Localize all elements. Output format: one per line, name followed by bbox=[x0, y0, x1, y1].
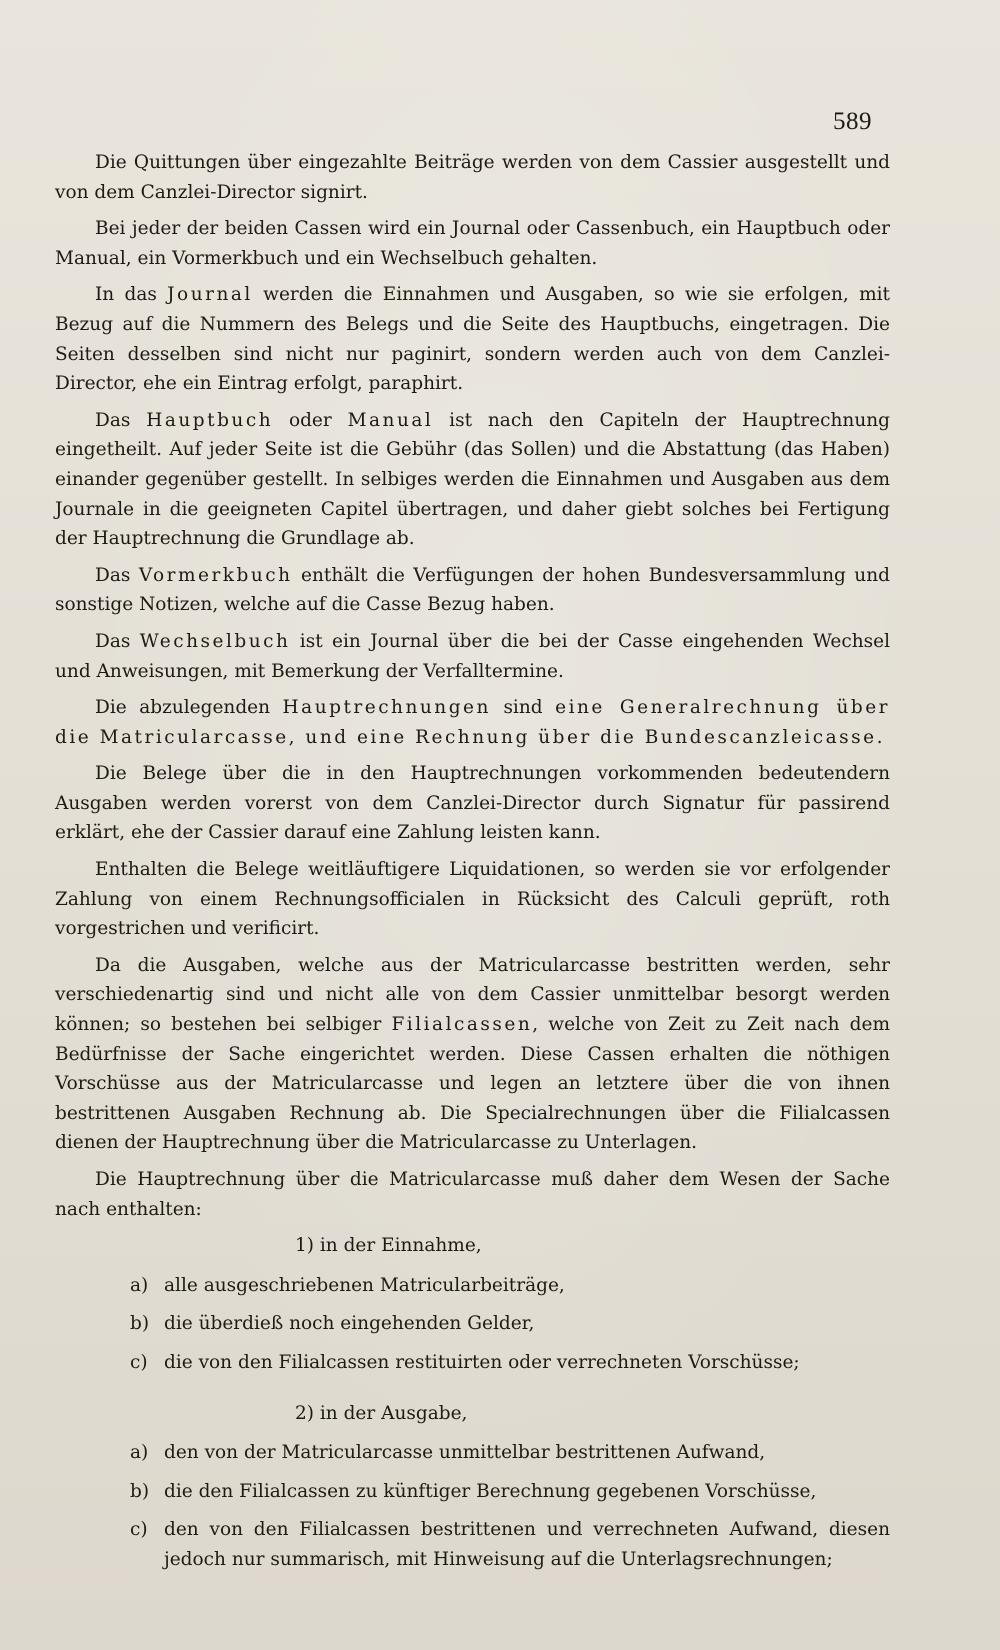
paragraph-belege: Die Belege über die in den Hauptrechnungen vorkommenden bedeutendern Ausgaben werden vorerst von dem Canzlei-Director durch Signatur für passirend erklärt, ehe der Cassier darauf eine Zahlung leisten kann. bbox=[55, 763, 890, 844]
spaced-term-wechselbuch: Wechselbuch bbox=[139, 630, 291, 652]
spaced-term-manual: Manual bbox=[347, 409, 434, 431]
list-item bbox=[55, 1515, 890, 1574]
spaced-term-filialcassen: Filialcassen bbox=[391, 1014, 533, 1036]
paragraph-text: enthält die Verfügungen der hohen Bundesversammlung und sonstige Notizen, welche auf die Casse Bezug haben. bbox=[55, 564, 890, 616]
page-number: 589 bbox=[833, 108, 872, 135]
list-item-text: die überdieß noch eingehenden Gelder, bbox=[164, 1313, 535, 1335]
paragraph-filialcassen bbox=[55, 951, 890, 1158]
paragraph-text: ist nach den Capiteln der Hauptrechnung eingetheilt. Auf jeder Seite ist die Gebühr (das Sollen) und die Abstattung (das Haben) einander gegenüber gestellt. In selbiges werden die Einnahmen und Ausgaben aus dem Journale in die geeigneten Capitel übertragen, und daher giebt solches bei Fertigung der Hauptrechnung die Grundlage ab. bbox=[55, 409, 890, 550]
paragraph-text: . bbox=[876, 726, 883, 748]
list-item-text: alle ausgeschriebenen Matricularbeiträge, bbox=[164, 1274, 565, 1296]
list-heading: 1) in der Einnahme, bbox=[295, 1235, 482, 1257]
paragraph-hauptbuch bbox=[55, 406, 890, 554]
paragraph-journal bbox=[55, 280, 890, 398]
paragraph-text: werden die Einnahmen und Ausgaben, so wie sie erfolgen, mit Bezug auf die Nummern des Belegs und die Seite des Hauptbuchs, eingetragen. Die Seiten desselben sind nicht nur paginirt, sondern werden auch von dem Canzlei-Director, ehe ein Eintrag erfolgt, paraphirt. bbox=[55, 284, 890, 395]
paragraph-liquidationen: Enthalten die Belege weitläuftigere Liquidationen, so werden sie vor erfolgender Zahlung von einem Rechnungsofficialen in Rücksicht des Calculi geprüft, roth vorgestrichen und verificirt. bbox=[55, 859, 890, 940]
page-body bbox=[55, 148, 890, 1584]
list-item bbox=[55, 1348, 890, 1378]
list-spacer bbox=[55, 1387, 890, 1395]
paragraph-hauptrechnung-inhalt: Die Hauptrechnung über die Matricularcasse muß daher dem Wesen der Sache nach enthalten: bbox=[55, 1169, 890, 1220]
list-item-text: die den Filialcassen zu künftiger Berechnung gegebenen Vorschüsse, bbox=[164, 1480, 817, 1502]
spaced-term-rechnungen: eine Generalrechnung über die Matricularcasse, und eine Rechnung über die Bundescanzleicasse bbox=[55, 697, 890, 748]
paragraph-text: oder bbox=[273, 409, 348, 431]
list-item bbox=[55, 1309, 890, 1339]
list-item-letter: c) bbox=[130, 1351, 148, 1373]
paragraph-text: Das bbox=[95, 630, 140, 652]
paragraph-text: Das bbox=[95, 564, 139, 586]
spaced-term-journal: Journal bbox=[167, 284, 253, 306]
paragraph-text: Das bbox=[95, 409, 147, 431]
paragraph-quittungen: Die Quittungen über eingezahlte Beiträge werden von dem Cassier ausgestellt und von dem Canzlei-Director signirt. bbox=[55, 152, 890, 203]
spaced-term-hauptrechnungen: Hauptrechnungen bbox=[282, 697, 491, 719]
list-item bbox=[55, 1271, 890, 1301]
list-item bbox=[55, 1438, 890, 1468]
spaced-term-hauptbuch: Hauptbuch bbox=[146, 409, 274, 431]
list-item-letter: c) bbox=[130, 1519, 148, 1541]
paragraph-text: , welche von Zeit zu Zeit nach dem Bedürfnisse der Sache eingerichtet werden. Diese Cassen erhalten die nöthigen Vorschüsse aus der Matricularcasse und legen an letztere über die von ihnen bestrittenen Ausgaben Rechnung ab. Die Specialrechnungen über die Filialcassen dienen der Hauptrechnung über die Matricularcasse zu Unterlagen. bbox=[55, 1014, 890, 1154]
list-item bbox=[55, 1477, 890, 1507]
list-einnahme bbox=[55, 1231, 890, 1377]
list-heading: 2) in der Ausgabe, bbox=[295, 1402, 468, 1424]
list-item-letter: b) bbox=[130, 1480, 150, 1502]
list-item-letter: a) bbox=[130, 1274, 149, 1296]
paragraph-text: sind bbox=[490, 697, 556, 719]
paragraph-text: In das bbox=[95, 284, 168, 306]
list-ausgabe bbox=[55, 1399, 890, 1575]
paragraph-wechselbuch bbox=[55, 627, 890, 686]
paragraph-vormerkbuch bbox=[55, 561, 890, 620]
list-item-letter: a) bbox=[130, 1442, 149, 1464]
paragraph-hauptrechnungen bbox=[55, 693, 890, 752]
list-item-text: den von den Filialcassen bestrittenen und verrechneten Aufwand, diesen jedoch nur summarisch, mit Hinweisung auf die Unterlagsrechnungen; bbox=[164, 1519, 890, 1570]
list-item-letter: b) bbox=[130, 1313, 150, 1335]
paragraph-text: Da die Ausgaben, welche aus der Matricularcasse bestritten werden, sehr verschiedenartig sind und nicht alle von dem Cassier unmittelbar besorgt werden können; so bestehen bei selbiger bbox=[55, 954, 890, 1036]
paragraph-cassen-buecher: Bei jeder der beiden Cassen wird ein Journal oder Cassenbuch, ein Hauptbuch oder Manual, ein Vormerkbuch und ein Wechselbuch gehalten. bbox=[55, 218, 890, 269]
paragraph-text: ist ein Journal über die bei der Casse eingehenden Wechsel und Anweisungen, mit Bemerkung der Verfalltermine. bbox=[55, 630, 890, 682]
spaced-term-vormerkbuch: Vormerkbuch bbox=[138, 564, 293, 586]
list-item-text: die von den Filialcassen restituirten oder verrechneten Vorschüsse; bbox=[164, 1351, 800, 1373]
paragraph-text: Die abzulegenden bbox=[95, 697, 283, 719]
list-item-text: den von der Matricularcasse unmittelbar bestrittenen Aufwand, bbox=[164, 1442, 766, 1464]
